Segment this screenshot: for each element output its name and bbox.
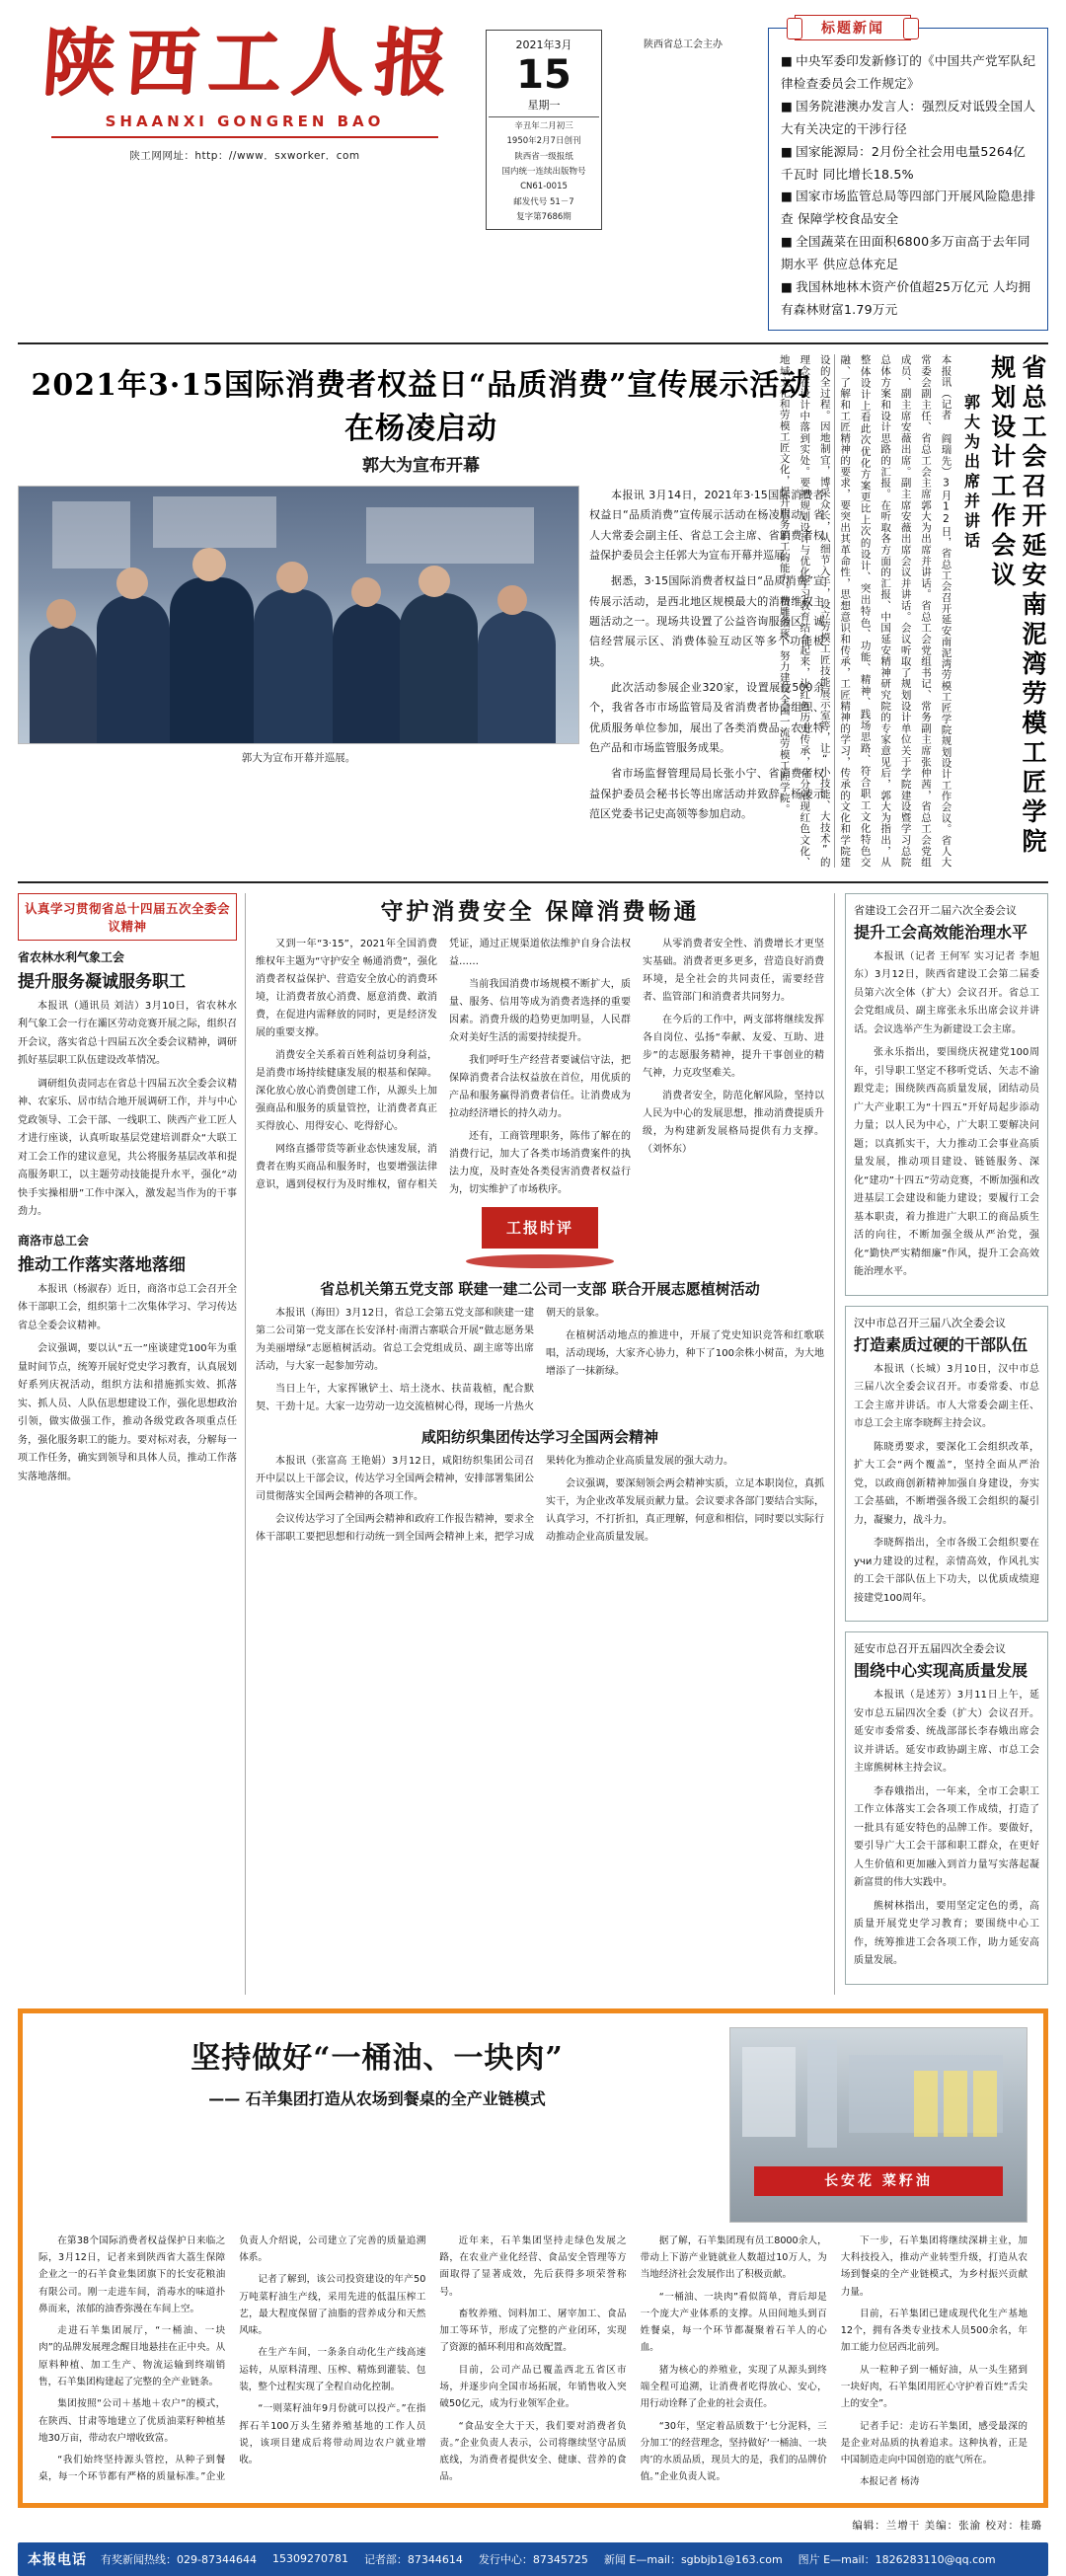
editorial-body — [256, 936, 824, 1199]
editorial-stamp: 工报时评 — [482, 1207, 598, 1249]
paragraph: 猪为核心的养殖业，实现了从源头到终端全程可追溯，让消费者吃得放心、安心，用行动诠释了企业的社会责任。 — [640, 2364, 827, 2410]
footer-item: 图片 E—mail：1826283110@qq.com — [798, 2552, 996, 2566]
vertical-feature — [778, 353, 1048, 868]
paragraph: “30年，坚定着品质数于‘七分泥料，三分加工’的经营理念，坚持做好‘一桶油、一块肉’的水质品质，现员大的是，我们的品牌价值。”企业负责人说。 — [640, 2420, 827, 2483]
newspaper-pinyin: SHAANXI GONGREN BAO — [105, 112, 385, 130]
lead-paragraph: 此次活动参展企业320家，设置展位500余个，我省各市市场监管局及省消费者协会组织、优质服务单位参加，展出了各类消费品、农业特色产品和市场监管服务成果。 — [589, 680, 824, 754]
paragraph: 本报讯（通讯员 刘洁）3月10日，省农林水利气象工会一行在灞区劳动竞赛开展之际，组织召开会议，落实省总十四届五次全委会议精神，调研抓好基层职工队伍建设改革情况。 — [18, 1000, 237, 1067]
paragraph: “食品安全大于天，我们要对消费者负责。”企业负责人表示，公司将继续坚守品质底线，为消费者提供安全、健康、营养的食品。 — [439, 2420, 627, 2483]
article-body — [854, 1687, 1039, 1971]
article-kicker: 延安市总召开五届四次全委会议 — [854, 1642, 1006, 1656]
paragraph: 从一粒种子到一桶好油，从一头生猪到一块好肉，石羊集团用匠心守护着百姓“舌尖上的安全”。 — [840, 2364, 1028, 2410]
band-column-right — [835, 893, 1048, 1995]
issue-line-5: 复字第7686期 — [516, 211, 571, 222]
paragraph: 当日上午，大家挥锹铲土、培土浇水、扶苗栽植，配合默契、干劲十足。大家一边劳动一边交流植树心得，现场一片热火朝天的景象。 — [256, 1307, 605, 1412]
vertical-feature-title: 省总工会召开延安南泥湾劳模工匠学院规划设计工作会议 — [987, 353, 1047, 858]
masthead-logo — [18, 21, 472, 163]
paragraph: 熊树林指出，要用坚定定色的勇，高质量开展党史学习教育；要围绕中心工作，统筹推进工会各项工作，助力延安高质量发展。 — [854, 1900, 1039, 1967]
issue-line-3: CN61-0015 — [520, 182, 568, 192]
section-title: 提升服务凝诚服务职工 — [18, 971, 186, 992]
headline-news-text: 全国蔬菜在田面积6800多万亩高于去年同期水平 供应总体充足 — [781, 234, 1030, 272]
paragraph: 本报讯（长城）3月10日，汉中市总三届八次全委会议召开。市委常委、市总工会主席并讲话。市人大常委会副主任、市总工会主席李晓辉主持会议。 — [854, 1363, 1039, 1430]
paragraph: 近年来，石羊集团坚持走绿色发展之路，在农业产业化经营、食品安全管理等方面取得了显著成效，先后获得多项荣誉称号。 — [439, 2235, 627, 2298]
footer-item: 发行中心：87345725 — [478, 2552, 588, 2566]
band-left-section — [18, 948, 237, 1222]
article-title: 打造素质过硬的干部队伍 — [854, 1334, 1028, 1354]
newspaper-website: 陕工网网址：http：//www．sxworker．com — [129, 149, 360, 162]
headline-news-text: 国家能源局：2月份全社会用电量5264亿千瓦时 同比增长18.5% — [781, 143, 1027, 182]
masthead-rule — [51, 136, 438, 138]
feature-title: 坚持做好“一桶油、一块肉” — [190, 2040, 564, 2076]
footer-contact-bar — [18, 2542, 1048, 2576]
paragraph: “一则菜籽油年9月份就可以投产。”在指挥石羊100万头生猪养殖基地的工作人员说，该项目建成后将带动周边农户就业增收。 — [239, 2403, 426, 2466]
paragraph: 李晓辉指出，全市各级工会组织要在учи力建设的过程，亲情高效，作风扎实的工会干部队伍上下功夫，以优质成绩迎接建党100周年。 — [854, 1538, 1039, 1604]
article-title: 围绕中心实现高质量发展 — [854, 1661, 1028, 1681]
headline-news-text: 中央军委印发新修订的《中国共产党军队纪律检查委员会工作规定》 — [781, 53, 1036, 91]
paragraph: 在植树活动地点的推进中，开展了党史知识竞答和红歌联唱，活动现场，大家齐心协力，种下了100余株小树苗，为大地增添了一抹新绿。 — [546, 1329, 824, 1377]
lead-paragraph: 省市场监督管理局局长张小宁、省消费者权益保护委员会秘书长等出席活动并致辞。杨凌示范区党委书记史高领等参加启动。 — [589, 767, 824, 821]
paragraph: 在第38个国际消费者权益保护日来临之际，3月12日，记者来到陕西省大荔生保障企业之一的石羊食业集团旗下的长安花粮油有限公司。刚一走进车间，消毒水的味道扑鼻而来，浓郁的油香弥漫在车间上空。 — [38, 2235, 226, 2314]
section-kicker: 省农林水利气象工会 — [18, 949, 125, 964]
paragraph: 记者手记：走访石羊集团，感受最深的是企业对品质的执着追求。这种执着，正是中国制造走向中国创造的底气所在。 — [840, 2420, 1028, 2466]
main-content — [18, 354, 1048, 868]
footer-item: 新闻 E—mail：sgbbjb1@163.com — [603, 2552, 783, 2566]
paragraph: 网络直播带货等新业态快速发展，消费者在购买商品和服务时，也要增强法律意识，遇到侵权行为及时维权，留存相关凭证，通过正规渠道依法维护自身合法权益…… — [256, 938, 631, 1190]
issue-line-4: 邮发代号 51－7 — [513, 196, 574, 207]
paragraph: 消费者安全，防范化解风险，坚持以人民为中心的发展思想，推动消费提质升级，为构建新发展格局提供有力支撑。（刘怀东） — [643, 1090, 824, 1155]
paragraph: 调研组负责同志在省总十四届五次全委会议精神、农家乐、居市结合地开展调研工作，并与中心党政领导、工会干部、一线职工、陕西产业工匠人才进行座谈，认真听取基层党建培训群众“大联工对工会工作的建议意见，共公将服务基层改革和提高服务职工，以主题劳动技能提升水平，强化“动快手实操相册”工作中深入，激发起当作为的干事劲力。 — [18, 1078, 237, 1218]
section-body — [18, 1281, 237, 1487]
vertical-feature-inner — [778, 353, 1048, 868]
paragraph: 本报讯（记者 王何军 实习记者 李旭东）3月12日，陕西省建设工会第二届委员第六次全体（扩大）会议召开。省总工会党组成员、副主席张永乐出席会议并讲话。会议选举产生为新建设工会主席。 — [854, 950, 1039, 1035]
issue-line-2: 国内统一连续出版物号 — [501, 166, 586, 177]
lead-story — [18, 354, 834, 868]
lead-photo-wrap — [18, 486, 579, 831]
right-article — [845, 893, 1048, 1296]
paragraph: “我们始终坚持源头管控，从种子到餐桌，每一个环节都有严格的质量标准。”企业负责人介绍说，公司建立了完善的质量追溯体系。 — [38, 2235, 426, 2483]
paragraph: 本报讯（杨淑春）近日，商洛市总工会召开全体干部职工会，组织第十二次集体学习、学习传达省总全委会议精神。 — [18, 1283, 237, 1331]
lead-headline: 2021年3·15国际消费者权益日“品质消费”宣传展示活动在杨凌启动 — [31, 367, 811, 446]
paragraph: 我们呼吁生产经营者要诚信守法，把保障消费者合法权益放在首位，用优质的产品和服务赢得消费者信任。让消费成为拉动经济增长的持久动力。 — [449, 1054, 631, 1119]
subsection-body — [256, 1453, 824, 1550]
highlighted-feature — [18, 2008, 1048, 2508]
bullet-square-icon: ■ — [781, 143, 794, 159]
paragraph: 从零消费者安全性、消费增长才更坚实基础。消费者更多更多，营造良好消费环境，是全社会的共同责任，需要经营者、监管部门和消费者共同努力。 — [643, 938, 824, 1003]
headline-news-item[interactable] — [781, 50, 1037, 96]
paragraph: 走进石羊集团展厅，“一桶油、一块肉”的品牌发展理念醒目地悬挂在正中央。从原料种植、加工生产、物流运输到终端销售，石羊集团构建起了完整的全产业链条。 — [38, 2325, 226, 2387]
bullet-square-icon: ■ — [781, 98, 794, 114]
paragraph: 会议强调，要深刻领会两会精神实质，立足本职岗位，真抓实干，为企业改革发展贡献力量。会议要求各部门要结合实际，认真学习，不打折扣，真正理解，何意和相信，同时要以实际行动推动企业高质量发展。 — [546, 1477, 824, 1543]
headline-news-list — [781, 50, 1037, 322]
right-article — [845, 1306, 1048, 1623]
paragraph: 在今后的工作中，两支部将继续发挥各自岗位、弘扬“奉献、友爱、互助、进步”的志愿服务精神，提升干事创业的精气神，力克攻坚难关。 — [643, 1014, 824, 1079]
feature-heading-block — [38, 2027, 716, 2223]
editorial-stamp-shadow — [466, 1254, 614, 1268]
masthead-divider — [18, 342, 1048, 344]
bullet-square-icon: ■ — [781, 234, 794, 250]
headline-news-item[interactable] — [781, 141, 1037, 187]
issue-line-1: 陕西省一级报纸 — [514, 151, 573, 162]
feature-photo — [729, 2027, 1028, 2223]
headline-news-text: 国务院港澳办发言人：强烈反对诋毁全国人大有关决定的干涉行径 — [781, 98, 1036, 136]
page-credits: 编辑：兰增干 美编：张渝 校对：桂璐 — [852, 2519, 1042, 2532]
paragraph: 李春娥指出，一年来，全市工会职工工作立体落实工会各项工作成绩，打造了一批具有延安特色的品牌工作。要做好，要引导广大工会干部和职工群众，在更好人生价值和更加融入到首力量写实落起凝新富贯的伟大实践中。 — [854, 1785, 1039, 1889]
paragraph: 目前，石羊集团已建成现代化生产基地12个，拥有各类专业技术人员500余名，年加工能力位居西北前列。 — [840, 2308, 1028, 2354]
paragraph: 本报记者 杨涛 — [859, 2476, 920, 2488]
date-lunar: 辛丑年二月初三 — [514, 121, 573, 131]
band-left-section — [18, 1232, 237, 1487]
date-day: 15 — [516, 52, 571, 98]
feature-subtitle: —— 石羊集团打造从农场到餐桌的全产业链模式 — [208, 2088, 546, 2108]
paragraph: 本报讯（是述芳）3月11日上午，延安市总五届四次全委（扩大）会议召开。延安市委常委、统战部部长李春娥出席会议并讲话。延安市政协副主席、市总工会主席熊树林主持会议。 — [854, 1690, 1039, 1775]
paragraph: 本报讯（张富高 王艳娟）3月12日，咸阳纺织集团公司召开中层以上干部会议，传达学习全国两会精神，安排部署集团公司贯彻落实全国两会精神的各项工作。 — [256, 1455, 534, 1502]
lead-paragraph: 据悉，3·15国际消费者权益日“品质消费”宣传展示活动，是西北地区规模最大的消费维权主题活动之一。现场共设置了公益咨询服务区、诚信经营展示区、消费体验互动区等多个功能板块。 — [589, 574, 824, 668]
paragraph: 据了解，石羊集团现有员工8000余人，带动上下游产业链就业人数超过10万人，为当地经济社会发展作出了积极贡献。 — [640, 2235, 827, 2281]
issue-line-0: 1950年2月7日创刊 — [506, 136, 581, 147]
bullet-square-icon: ■ — [781, 279, 794, 295]
feature-header — [38, 2027, 1028, 2223]
lead-body — [18, 486, 824, 831]
paragraph: 集团按照“公司＋基地＋农户”的模式，在陕西、甘肃等地建立了优质油菜籽种植基地30万亩，带动农户增收致富。 — [38, 2398, 226, 2444]
footer-item: 记者部：87344614 — [363, 2552, 463, 2566]
masthead — [18, 0, 1048, 331]
article-kicker: 汉中市总召开三届八次全委会议 — [854, 1316, 1006, 1329]
paragraph: 当前我国消费市场规模不断扩大，质量、服务、信用等成为消费者选择的重要因素。消费升级的趋势更加明显，人民群众对美好生活的需要持续提升。 — [449, 978, 631, 1043]
article-title: 提升工会高效能治理水平 — [854, 922, 1028, 942]
headline-news-text: 我国林地林木资产价值超25万亿元 人均拥有森林财富1.79万元 — [781, 279, 1031, 317]
headline-news-box — [768, 21, 1048, 331]
lead-subheadline: 郭大为宣布开幕 — [362, 455, 480, 476]
article-body — [854, 1361, 1039, 1609]
paragraph: “一桶油、一块肉”看似简单，背后却是一个庞大产业体系的支撑。从田间地头到百姓餐桌，每一个环节都凝聚着石羊人的心血。 — [640, 2291, 827, 2354]
lead-photo-crowd — [19, 546, 578, 743]
section-kicker: 商洛市总工会 — [18, 1233, 90, 1248]
bullet-square-icon: ■ — [781, 189, 794, 204]
paragraph: 还有，工商管理职务，陈伟了解在的消费行记，加大了各类市场消费案件的执法力度，及时查处各类侵害消费者权益行为，切实维护了市场秩序。 — [449, 1130, 631, 1195]
bullet-square-icon: ■ — [781, 53, 794, 68]
newspaper-title: 陕西工人报 — [39, 21, 461, 106]
subsection-body — [256, 1305, 824, 1416]
feature-body — [38, 2233, 1028, 2491]
headline-news-badge: 标题新闻 — [795, 15, 911, 40]
footer-title: 本报电话 — [28, 2551, 87, 2568]
paragraph: 记者了解到，该公司投资建设的年产50万吨菜籽油生产线，采用先进的低温压榨工艺，最大程度保留了油脂的营养成分和天然风味。 — [239, 2274, 426, 2337]
subsection-title: 省总机关第五党支部 联建一建二公司一支部 联合开展志愿植树活动 — [320, 1279, 760, 1298]
lead-photo-caption: 郭大为宣布开幕并巡展。 — [241, 751, 356, 764]
headline-news-item[interactable] — [781, 186, 1037, 231]
right-article — [845, 1631, 1048, 1985]
band-column-middle — [245, 893, 835, 1995]
paragraph: 畜牧养殖、饲料加工、屠宰加工、食品加工等环节，形成了完整的产业闭环，实现了资源的循环利用和高效配置。 — [439, 2308, 627, 2354]
footer-item: 15309270781 — [271, 2552, 348, 2566]
paragraph: 又到一年“3·15”，2021年全国消费维权年主题为“守护安全 畅通消费”，强化消费者权益保护、营造安全放心的消费环境，让消费者放心消费、愿意消费、敢消费，在促进内需释放的同时，更是经济发展的重要支撑。 — [256, 938, 437, 1038]
date-block — [486, 30, 602, 230]
paragraph: 本报讯（海田）3月12日，省总工会第五党支部和陕建一建第二公司第一党支部在长安泽村·南渭古寨联合开展“做志愿务果 为美丽增绿”志愿植树活动。省总工会党组成员、副主席等出席活动，与大家一起参加劳动。 — [256, 1307, 534, 1372]
section-body — [18, 998, 237, 1222]
headline-news-item[interactable] — [781, 96, 1037, 141]
vertical-feature-subtitle: 郭大为出席并讲话 — [961, 393, 981, 552]
footer-item: 有奖新闻热线：029-87344644 — [101, 2552, 257, 2566]
lead-photo — [18, 486, 579, 744]
headline-news-item[interactable] — [781, 231, 1037, 276]
subsection-title: 咸阳纺织集团传达学习全国两会精神 — [420, 1427, 658, 1446]
paragraph: 张永乐指出，要围绕庆祝建党100周年，引导职工坚定不移听党话、矢志不渝跟党走；围绕陕西高质量发展，团结动员广大产业职工为“十四五”开好局起步添动力量；以人民为中心，广大职工要解决问题；以真抓实干，大力推动工会事业高质量发展，推动项目建设、链链服务、深化“建功”十四五”劳动竞赛，不断加强和改进基层工会建设和能力建设；要履行工会基本职责，着力推进广大职工的商品质生活的向往，不断加强全级从严治党，强化“勤快严实精细廉”作风，提升工会高效能治理水平。 — [854, 1047, 1039, 1278]
editorial-headline: 守护消费安全 保障消费畅通 — [380, 897, 700, 925]
section-title: 推动工作落实落地落细 — [18, 1254, 186, 1275]
date-weekday: 星期一 — [489, 97, 599, 117]
article-kicker: 省建设工会召开二届六次全委会议 — [854, 903, 1017, 917]
feature-photo-banner: 长安花 菜籽油 — [754, 2166, 1003, 2196]
paragraph: 在生产车间，一条条自动化生产线高速运转，从原料清理、压榨、精炼到灌装、包装，整个过程实现了全程自动化控制。 — [239, 2347, 426, 2392]
paragraph: 会议强调，要以认“五一”座谈建党100年为重量时间节点，统筹开展好党史学习教育，认真展划好系列庆祝活动，组织方法和措施抓实效、抓落实、抓人员、人队伍思想建设工作，强化思想政治引领，做实做强工作，推动各级党政各项重点任务，强化服务职工的能力。要对标对表，分解每一项工作任务，确实到领导和具体人员，推动工作落实落地落细。 — [18, 1343, 237, 1482]
paragraph: 会议传达学习了全国两会精神和政府工作报告精神，要求全体干部职工要把思想和行动统一到全国两会精神上来，把学习成果转化为推动企业高质量发展的强大动力。 — [256, 1455, 733, 1543]
paragraph: 下一步，石羊集团将继续深耕主业，加大科技投入，推动产业转型升级，打造从农场到餐桌的全产业链模式，为乡村振兴贡献力量。 — [840, 2235, 1028, 2298]
headline-news-text: 国家市场监管总局等四部门开展风险隐患排查 保障学校食品安全 — [781, 189, 1036, 227]
vertical-feature-text: 本报讯（记者 阎瑞先）3月12日，省总工会召开延安南泥湾劳模工匠学院规划设计工作会议。省人大常委会副主任、省总工会主席郭大为出席并讲话。省总工会党组书记、常务副主席张仲茜，省总工会党组成员、副主席安薇出席。副主席安薇出席会议并讲话。会议听取了规划设计单位关于学院建设暨学习总院总体方案和设计思路的汇报。在听取各方面的汇报、中国延安精神研究院的专家意见后，郭大为指出，从整体设计上看此次优化方案更比上次的设计、突出特色、功能、精神、践场思路、符合职工文化特色交融、了解和工匠精神的要求，要突出其革命性，思想意识和传承，工匠精神的学习，传承的文化和学院建设的全过程。因地制宜，博采众长，从细节入手，设立劳模工匠技能展示室等，让“小技能、大技术”的理念在设计中落到实处。要把规划设计与优化学习教育结合起来，让红色历史传承，有分展现红色文化、地域文化和劳模工匠文化，提升服务职工的能力。精雕细琢，努力建设全国一流劳模工匠学院。 — [778, 353, 952, 868]
paragraph: 目前，公司产品已覆盖西北五省区市场，并逐步向全国市场拓展，年销售收入突破50亿元，成为行业领军企业。 — [439, 2364, 627, 2410]
band-column-left — [18, 893, 245, 1995]
paragraph: 陈晓勇要求，要深化工会组织改革，扩大工会“两个覆盖”，坚持全面从严治党，以政商创新精神加强自身建设，夯实工会基础，不断增强各级工会组织的凝引力，凝聚力，战斗力。 — [854, 1441, 1039, 1526]
headline-news-item[interactable] — [781, 276, 1037, 322]
date-year-month: 2021年3月 — [515, 38, 572, 51]
lead-paragraph: 本报讯 3月14日，2021年3·15国际消费者权益日“品质消费”宣传展示活动在杨凌启动。省人大常委会副主任、省总工会主席、省消费者权益保护委员会主任郭大为宣布开幕并巡展。 — [589, 488, 824, 562]
article-body — [854, 948, 1039, 1282]
paragraph: 消费安全关系着百姓利益切身利益，是消费市场持续健康发展的根基和保障。深化放心放心消费创建工作，从源头上加强商品和服务的质量管控，让消费者真正买得放心、用得安心、吃得舒心。 — [256, 1049, 437, 1132]
red-banner: 认真学习贯彻省总十四届五次全委会议精神 — [18, 893, 237, 941]
publisher-org: 陕西省总工会主办 — [644, 39, 723, 50]
middle-band — [18, 881, 1048, 1995]
